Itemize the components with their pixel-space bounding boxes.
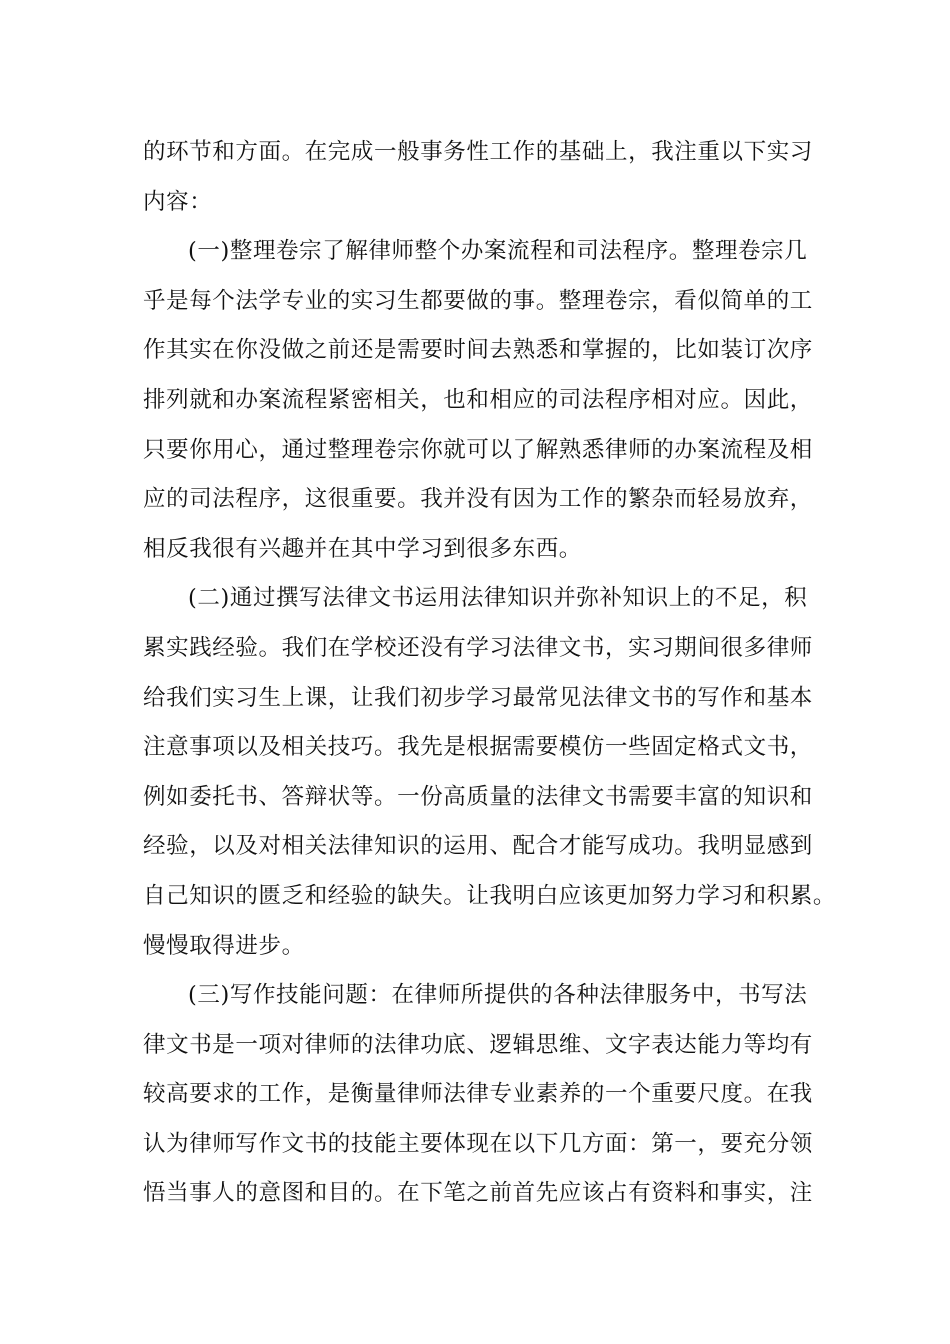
text-line: 给我们实习生上课，让我们初步学习最常见法律文书的写作和基本 bbox=[143, 684, 813, 711]
paragraph-start-line: (一)整理卷宗了解律师整个办案流程和司法程序。整理卷宗几 bbox=[188, 238, 808, 265]
text-line: 例如委托书、答辩状等。一份高质量的法律文书需要丰富的知识和 bbox=[143, 783, 813, 810]
text-line: 的环节和方面。在完成一般事务性工作的基础上，我注重以下实习 bbox=[143, 139, 813, 165]
text-line: 自己知识的匮乏和经验的缺失。让我明白应该更加努力学习和积累。 bbox=[143, 882, 837, 909]
text-line: 注意事项以及相关技巧。我先是根据需要模仿一些固定格式文书， bbox=[143, 734, 813, 761]
paragraph-start-line: (二)通过撰写法律文书运用法律知识并弥补知识上的不足，积 bbox=[188, 585, 808, 612]
paragraph-start-line: (三)写作技能问题：在律师所提供的各种法律服务中，书写法 bbox=[188, 982, 808, 1009]
text-line: 悟当事人的意图和目的。在下笔之前首先应该占有资料和事实，注 bbox=[143, 1180, 813, 1207]
text-line: 只要你用心，通过整理卷宗你就可以了解熟悉律师的办案流程及相 bbox=[143, 436, 813, 463]
text-line: 慢慢取得进步。 bbox=[143, 932, 305, 959]
text-line: 累实践经验。我们在学校还没有学习法律文书，实习期间很多律师 bbox=[143, 634, 813, 661]
text-line: 应的司法程序，这很重要。我并没有因为工作的繁杂而轻易放弃， bbox=[143, 486, 813, 513]
text-line: 较高要求的工作，是衡量律师法律专业素养的一个重要尺度。在我 bbox=[143, 1081, 813, 1108]
document-body bbox=[143, 128, 837, 1219]
text-line: 律文书是一项对律师的法律功底、逻辑思维、文字表达能力等均有 bbox=[143, 1031, 813, 1058]
text-line: 经验，以及对相关法律知识的运用、配合才能写成功。我明显感到 bbox=[143, 833, 813, 860]
text-line: 作其实在你没做之前还是需要时间去熟悉和掌握的，比如装订次序 bbox=[143, 337, 813, 364]
text-line: 相反我很有兴趣并在其中学习到很多东西。 bbox=[143, 535, 582, 562]
text-line: 乎是每个法学专业的实习生都要做的事。整理卷宗，看似简单的工 bbox=[143, 287, 813, 314]
text-line: 排列就和办案流程紧密相关，也和相应的司法程序相对应。因此， bbox=[143, 386, 813, 413]
text-line: 认为律师写作文书的技能主要体现在以下几方面：第一，要充分领 bbox=[143, 1130, 813, 1157]
text-line: 内容： bbox=[143, 188, 213, 215]
